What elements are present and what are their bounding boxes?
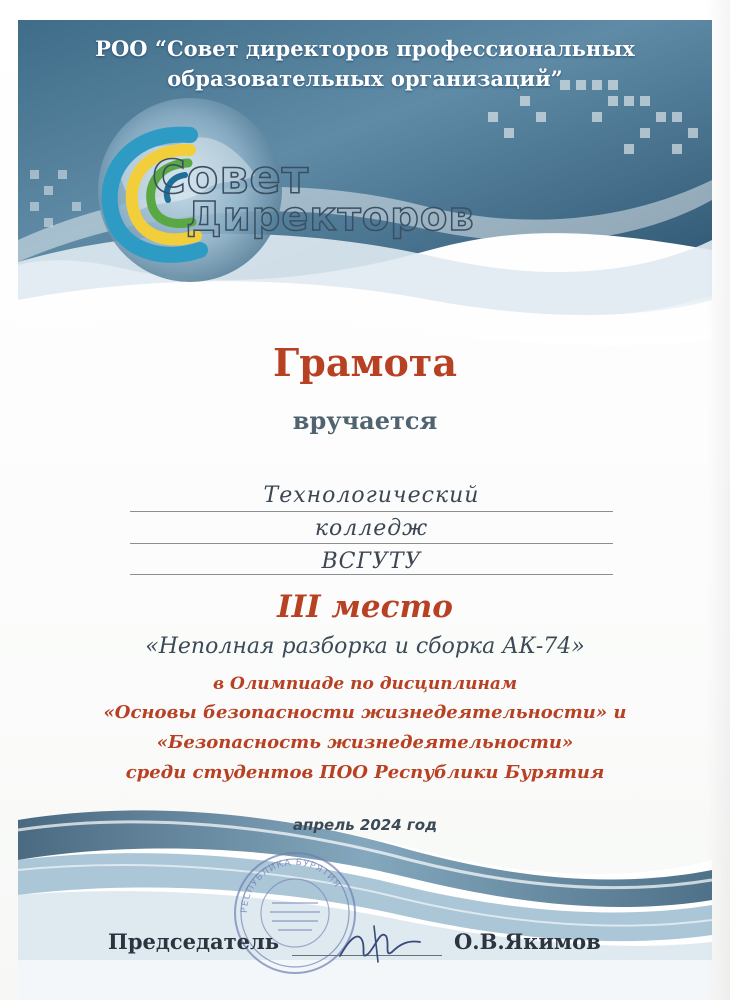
recipient-underline-3: [130, 574, 613, 575]
recipient-underline-2: [130, 543, 613, 544]
svg-text:РЕСПУБЛИКА БУРЯТИЯ: [240, 858, 342, 913]
award-date: апрель 2024 год: [292, 816, 438, 834]
award-line-4: среди студентов ПОО Республики Бурятия: [125, 762, 605, 783]
logo-text-sovet: Совет: [152, 150, 310, 204]
organization-header: [30, 34, 700, 94]
recipient-line-3: ВСГУТУ: [321, 549, 422, 574]
header-line-2: образовательных организаций”: [167, 66, 563, 91]
signatory-role: Председатель: [108, 929, 280, 954]
handwritten-signature-icon: [330, 918, 430, 968]
award-line-1: в Олимпиаде по дисциплинам: [212, 674, 518, 694]
award-place: III место: [277, 589, 453, 625]
award-description: [0, 670, 730, 788]
stamp-text: РЕСПУБЛИКА БУРЯТИЯ: [239, 857, 343, 914]
certificate-subtitle: вручается: [292, 406, 438, 435]
header-line-1: РОО “Совет директоров профессиональных: [95, 36, 635, 61]
signatory-name: О.В.Якимов: [454, 929, 601, 954]
award-line-2: «Основы безопасности жизнедеятельности» и: [103, 702, 627, 723]
recipient-underline-1: [130, 511, 613, 512]
certificate-title: Грамота: [273, 340, 457, 385]
recipient-line-2: колледж: [314, 516, 429, 541]
recipient-line-1: Технологический: [263, 483, 480, 508]
logo-text-direktorov: Директоров: [186, 194, 475, 240]
award-line-3: «Безопасность жизнедеятельности»: [156, 732, 574, 753]
award-discipline: «Неполная разборка и сборка АК-74»: [145, 634, 585, 659]
